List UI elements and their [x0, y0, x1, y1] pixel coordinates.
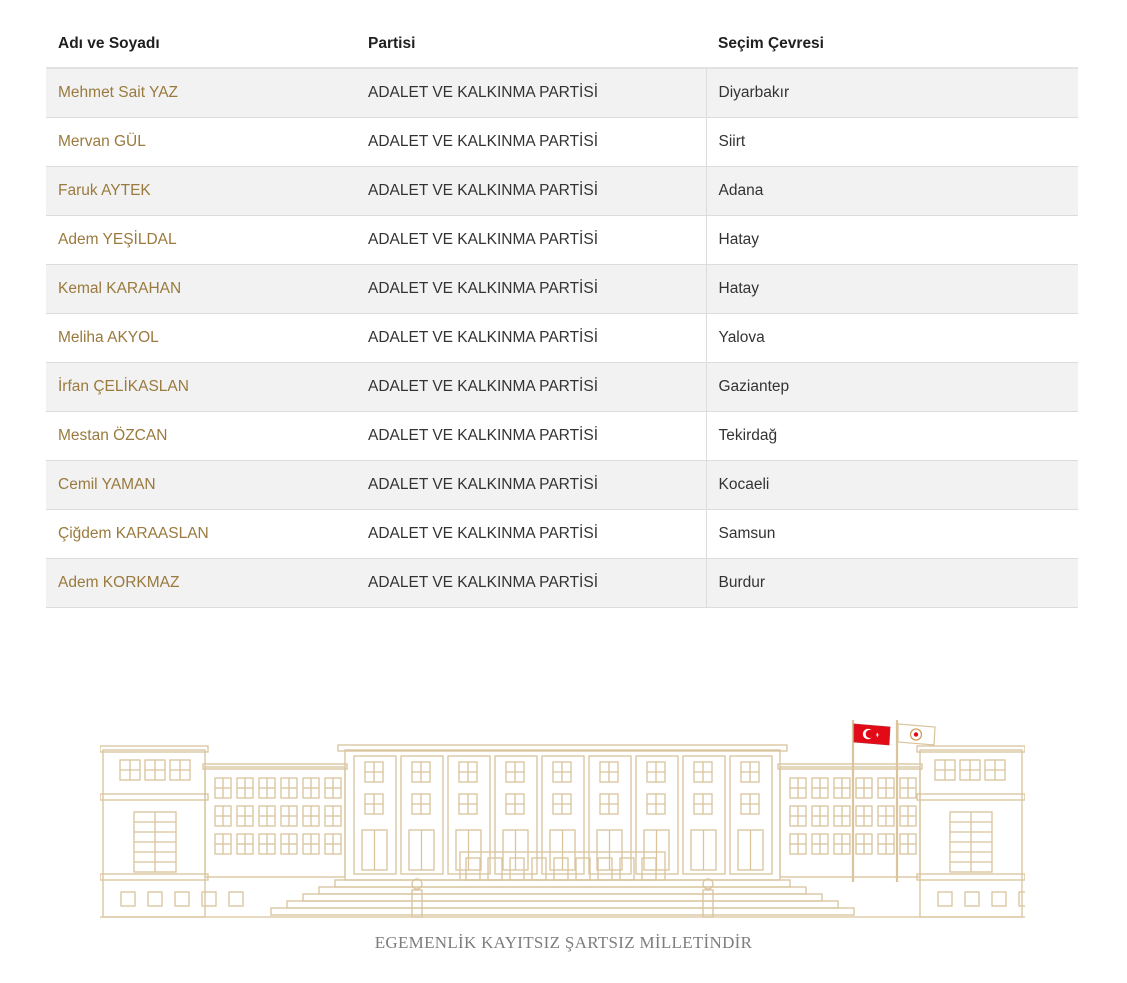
table-row — [46, 461, 1078, 510]
deputy-name-link[interactable]: Kemal KARAHAN — [46, 265, 356, 314]
deputy-name-link[interactable]: Çiğdem KARAASLAN — [46, 510, 356, 559]
national-motto: EGEMENLİK KAYITSIZ ŞARTSIZ MİLLETİNDİR — [374, 933, 753, 952]
table-header-row — [46, 20, 1078, 68]
deputy-name-link[interactable]: Cemil YAMAN — [46, 461, 356, 510]
table-row — [46, 363, 1078, 412]
deputy-name-link[interactable]: Mestan ÖZCAN — [46, 412, 356, 461]
table-row — [46, 559, 1078, 608]
party-cell: ADALET VE KALKINMA PARTİSİ — [356, 265, 706, 314]
district-cell: Samsun — [706, 510, 1078, 559]
table-row — [46, 118, 1078, 167]
deputy-name-link[interactable]: Mehmet Sait YAZ — [46, 68, 356, 118]
party-cell: ADALET VE KALKINMA PARTİSİ — [356, 412, 706, 461]
party-cell: ADALET VE KALKINMA PARTİSİ — [356, 363, 706, 412]
district-cell: Kocaeli — [706, 461, 1078, 510]
deputies-table-container — [46, 20, 1078, 608]
parliament-building-icon — [100, 712, 1025, 927]
district-cell: Adana — [706, 167, 1078, 216]
column-header-district[interactable]: Seçim Çevresi — [706, 20, 1078, 68]
party-cell: ADALET VE KALKINMA PARTİSİ — [356, 68, 706, 118]
district-cell: Burdur — [706, 559, 1078, 608]
deputy-name-link[interactable]: Adem YEŞİLDAL — [46, 216, 356, 265]
footer-illustration — [100, 712, 1025, 927]
table-row — [46, 265, 1078, 314]
party-cell: ADALET VE KALKINMA PARTİSİ — [356, 314, 706, 363]
district-cell: Tekirdağ — [706, 412, 1078, 461]
district-cell: Hatay — [706, 265, 1078, 314]
deputy-name-link[interactable]: Meliha AKYOL — [46, 314, 356, 363]
district-cell: Gaziantep — [706, 363, 1078, 412]
parliament-flag-icon — [897, 720, 935, 882]
party-cell: ADALET VE KALKINMA PARTİSİ — [356, 167, 706, 216]
deputy-name-link[interactable]: Mervan GÜL — [46, 118, 356, 167]
table-row — [46, 68, 1078, 118]
column-header-name[interactable]: Adı ve Soyadı — [46, 20, 356, 68]
party-cell: ADALET VE KALKINMA PARTİSİ — [356, 559, 706, 608]
party-cell: ADALET VE KALKINMA PARTİSİ — [356, 216, 706, 265]
party-cell: ADALET VE KALKINMA PARTİSİ — [356, 510, 706, 559]
district-cell: Yalova — [706, 314, 1078, 363]
table-row — [46, 167, 1078, 216]
party-cell: ADALET VE KALKINMA PARTİSİ — [356, 118, 706, 167]
district-cell: Hatay — [706, 216, 1078, 265]
deputy-name-link[interactable]: Adem KORKMAZ — [46, 559, 356, 608]
turkish-flag-icon — [853, 720, 890, 882]
column-header-party[interactable]: Partisi — [356, 20, 706, 68]
table-row — [46, 314, 1078, 363]
table-row — [46, 412, 1078, 461]
party-cell: ADALET VE KALKINMA PARTİSİ — [356, 461, 706, 510]
district-cell: Diyarbakır — [706, 68, 1078, 118]
table-row — [46, 510, 1078, 559]
deputies-table — [46, 20, 1078, 608]
table-body — [46, 68, 1078, 608]
table-row — [46, 216, 1078, 265]
district-cell: Siirt — [706, 118, 1078, 167]
deputy-name-link[interactable]: İrfan ÇELİKASLAN — [46, 363, 356, 412]
deputy-name-link[interactable]: Faruk AYTEK — [46, 167, 356, 216]
